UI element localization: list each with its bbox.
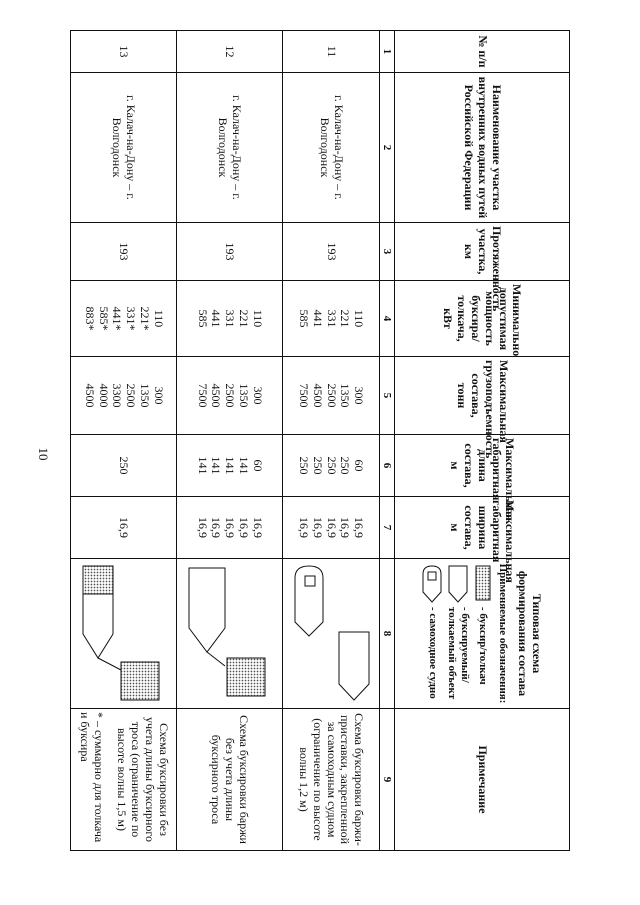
table-row [176, 31, 282, 851]
section-name: г. Калач-на-Дону – г. Волгодонск [71, 73, 177, 223]
note: Схема буксировки баржи без учета длины буксирного троса [176, 709, 282, 851]
row-number: 13 [71, 31, 177, 73]
max-length-values: 60 141 141 141 141 [176, 435, 282, 497]
legend-title: Применяемые обозначения: [497, 563, 510, 704]
col-number: 6 [380, 435, 395, 497]
col-number: 9 [380, 709, 395, 851]
max-length-values: 60 250 250 250 250 [282, 435, 379, 497]
header-section: Наименование участка внутренних водных путей Российской Федерации [395, 73, 570, 223]
capacity-values: 300 1350 2500 4500 7500 [282, 357, 379, 435]
header-row [395, 31, 570, 851]
section-length: 193 [282, 223, 379, 281]
power-values: 110 221 331 441 585 [282, 281, 379, 357]
header-note: Примечание [395, 709, 570, 851]
row-number: 12 [176, 31, 282, 73]
col-number: 7 [380, 497, 395, 559]
header-scheme [395, 559, 570, 709]
section-length: 193 [176, 223, 282, 281]
col-number: 8 [380, 559, 395, 709]
page-number: 10 [36, 447, 51, 461]
scheme-barge-tow [181, 562, 277, 706]
table-row [71, 31, 177, 851]
col-number: 1 [380, 31, 395, 73]
max-width-values: 16,9 16,9 16,9 16,9 16,9 [282, 497, 379, 559]
scheme-push-and-tow [75, 562, 171, 706]
row-number: 11 [282, 31, 379, 73]
scheme-cell [71, 559, 177, 709]
col-number: 3 [380, 223, 395, 281]
legend-towed: - буксируемый/ толкаемый объект [445, 607, 471, 700]
self-propelled-legend-icon [421, 564, 443, 604]
table-wrapper [70, 30, 570, 850]
table-row [282, 31, 379, 851]
towed-legend-icon [447, 564, 469, 604]
power-values: 110 221 331 441 585 [176, 281, 282, 357]
note-text: Схема буксировки без учета длины буксирного троса (ограничение по высоте волны 1,5 м) [115, 716, 171, 843]
header-power: Минимально допустимая мощность буксира/толкача, кВт [395, 281, 570, 357]
col-number: 4 [380, 281, 395, 357]
section-name: г. Калач-на-Дону – г. Волгодонск [282, 73, 379, 223]
scheme-cell [176, 559, 282, 709]
max-width-values: 16,9 16,9 16,9 16,9 16,9 [176, 497, 282, 559]
footnote: * – суммарно для толкача и буксира [77, 712, 106, 843]
col-number: 2 [380, 73, 395, 223]
note: Схема буксировки баржи-приставки, закрепленной за самоходным судном (ограничение по высоте волны 1,2 м) [282, 709, 379, 851]
section-length: 193 [71, 223, 177, 281]
rotated-page [70, 30, 570, 850]
max-width-values: 16,9 [71, 497, 177, 559]
section-name: г. Калач-на-Дону – г. Волгодонск [176, 73, 282, 223]
header-max-width: Максимальная габаритная ширина состава, м [395, 497, 570, 559]
scheme-self-propelled-with-barge [287, 562, 375, 706]
column-number-row [380, 31, 395, 851]
header-max-length: Максимальная габаритная длина состава, м [395, 435, 570, 497]
legend-self: - самоходное судно [426, 607, 439, 699]
tug-legend-icon [473, 564, 493, 604]
max-length-values: 250 [71, 435, 177, 497]
header-capacity: Максимальная грузоподъемность состава, тонн [395, 357, 570, 435]
convoy-table [70, 30, 570, 851]
col-number: 5 [380, 357, 395, 435]
power-values: 110 221* 331* 441* 585* 883* [71, 281, 177, 357]
scheme-cell [282, 559, 379, 709]
capacity-values: 300 1350 2500 4500 7500 [176, 357, 282, 435]
header-no: № п/п [395, 31, 570, 73]
capacity-values: 300 1350 2500 3300 4000 4500 [71, 357, 177, 435]
legend [421, 561, 509, 706]
header-length: Протяженность участка, км [395, 223, 570, 281]
legend-tug: - буксир/толкач [476, 607, 489, 685]
note [71, 709, 177, 851]
header-scheme-title: Типовая схема формирования состава [515, 570, 544, 697]
